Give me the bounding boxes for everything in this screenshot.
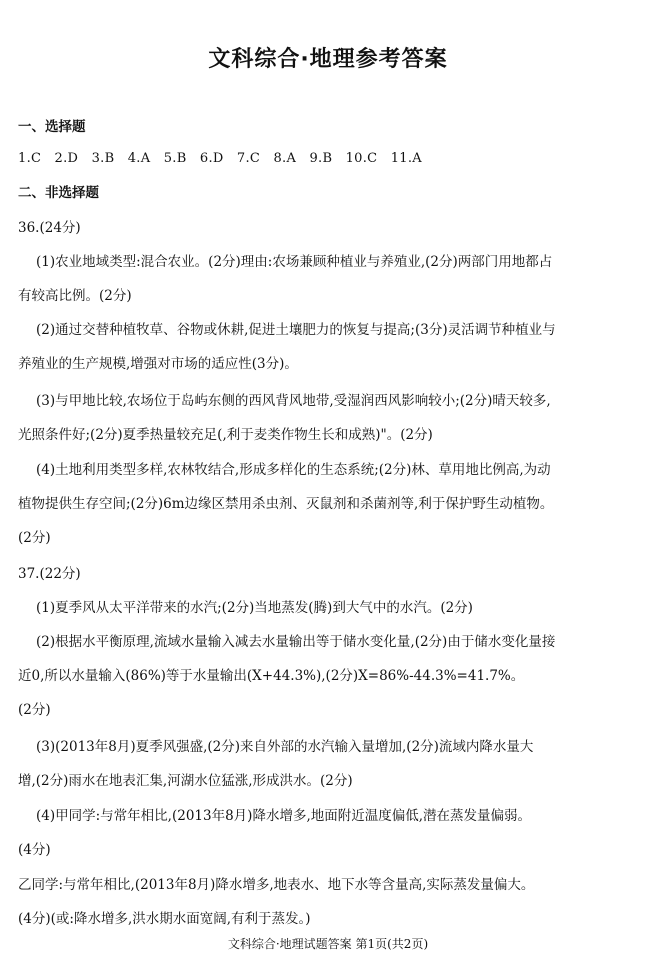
q37-line: 乙同学:与常年相比,(2013年8月)降水增多,地表水、地下水等含量高,实际蒸发量偏大。 — [18, 877, 535, 893]
q37-line: (3)(2013年8月)夏季风强盛,(2分)来自外部的水汽输入量增加,(2分)流域内降水量大 — [36, 739, 534, 755]
q36-line: (3)与甲地比较,农场位于岛屿东侧的西风背风地带,受湿润西风影响较小;(2分)晴天较多, — [36, 393, 551, 409]
q36-line: (2)通过交替种植牧草、谷物或休耕,促进土壤肥力的恢复与提高;(3分)灵活调节种植业与 — [36, 322, 556, 338]
q37-line: 增,(2分)雨水在地表汇集,河湖水位猛涨,形成洪水。(2分) — [18, 773, 353, 789]
q37-line: (1)夏季风从太平洋带来的水汽;(2分)当地蒸发(腾)到大气中的水汽。(2分) — [36, 600, 473, 616]
document-title: 文科综合·地理参考答案 — [208, 47, 448, 72]
q37-line: (2分) — [18, 702, 51, 718]
choice-answers: 1.C 2.D 3.B 4.A 5.B 6.D 7.C 8.A 9.B 10.C 11.A — [18, 151, 422, 166]
q37-line: 近0,所以水量输入(86%)等于水量输出(X+44.3%),(2分)X=86%-44.3%=41.7%。 — [18, 668, 525, 684]
q36-line: 光照条件好;(2分)夏季热量较充足(,利于麦类作物生长和成熟)"。(2分) — [18, 427, 433, 443]
page-footer: 文科综合·地理试题答案 第1页(共2页) — [227, 937, 429, 951]
q36-line: (2分) — [18, 530, 51, 546]
q37-line: (4)甲同学:与常年相比,(2013年8月)降水增多,地面附近温度偏低,潜在蒸发量偏弱。 — [36, 808, 532, 824]
question-36-header: 36.(24分) — [18, 220, 81, 236]
section-non-choice-heading: 二、非选择题 — [18, 185, 99, 201]
section-multiple-choice-heading: 一、选择题 — [18, 119, 86, 135]
q36-line: 有较高比例。(2分) — [18, 288, 132, 304]
q36-line: (1)农业地域类型:混合农业。(2分)理由:农场兼顾种植业与养殖业,(2分)两部门用地都占 — [36, 254, 553, 270]
q37-line: (4分)(或:降水增多,洪水期水面宽阔,有利于蒸发。) — [18, 911, 311, 927]
q36-line: 植物提供生存空间;(2分)6m边缘区禁用杀虫剂、灭鼠剂和杀菌剂等,利于保护野生动植物。 — [18, 496, 554, 512]
q36-line: (4)土地利用类型多样,农林牧结合,形成多样化的生态系统;(2分)林、草用地比例高,为动 — [36, 462, 551, 478]
q36-line: 养殖业的生产规模,增强对市场的适应性(3分)。 — [18, 356, 298, 372]
q37-line: (4分) — [18, 842, 51, 858]
question-37-header: 37.(22分) — [18, 566, 81, 582]
q37-line: (2)根据水平衡原理,流域水量输入减去水量输出等于储水变化量,(2分)由于储水变化量接 — [36, 634, 556, 650]
